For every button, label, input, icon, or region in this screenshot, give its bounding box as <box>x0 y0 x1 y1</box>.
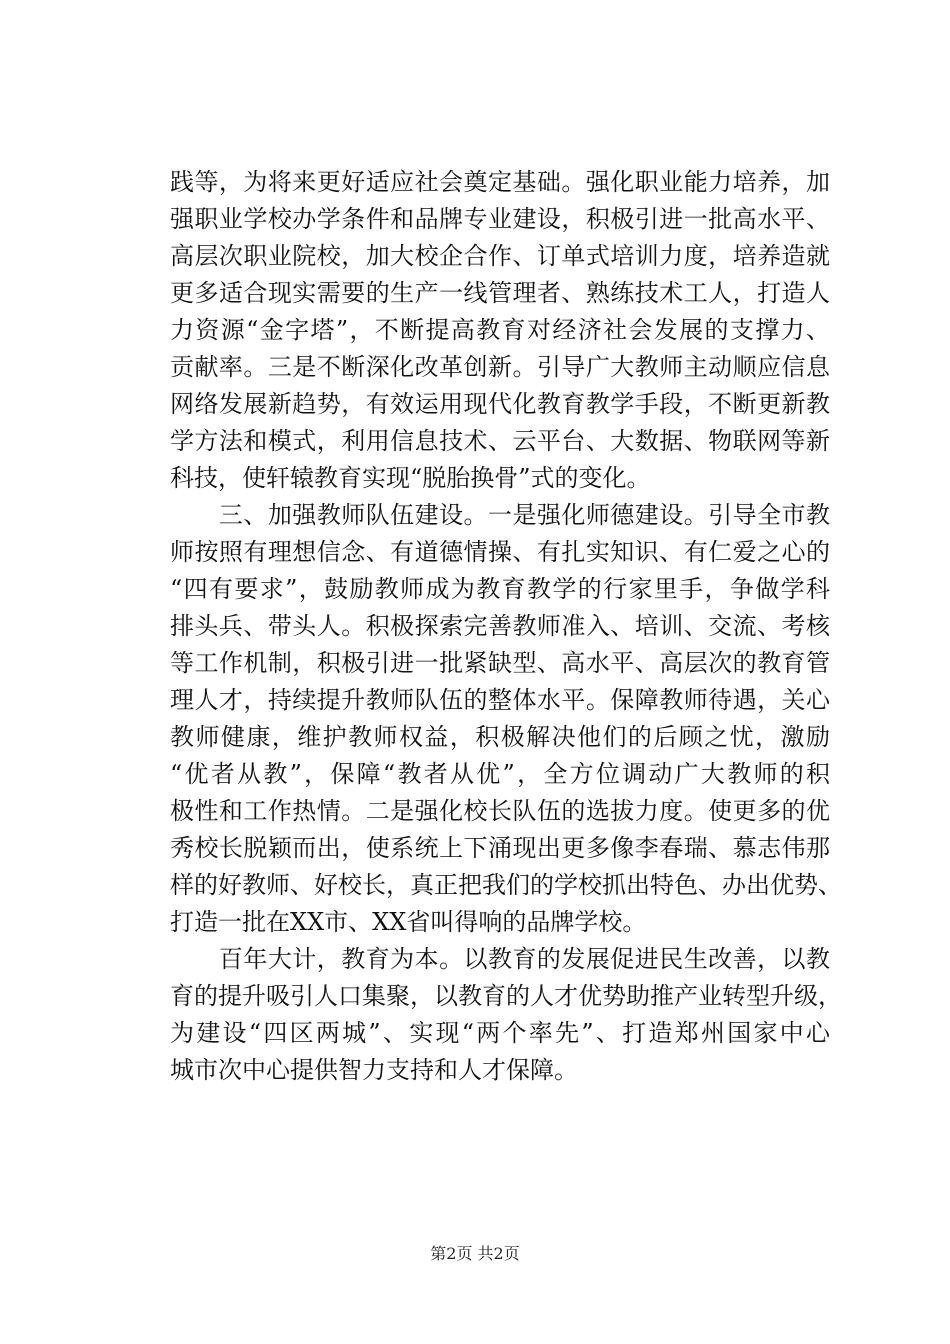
body-text-line: 为建设“四区两城”、实现“两个率先”、打造郑州国家中心 <box>170 1019 830 1047</box>
page-number-footer: 第2页 共2页 <box>430 1244 520 1263</box>
body-text-line: “四有要求”，鼓励教师成为教育教学的行家里手，争做学科 <box>170 575 830 603</box>
body-text-line: 力资源“金字塔”，不断提高教育对经济社会发展的支撑力、 <box>170 316 830 344</box>
body-text-line: 三、加强教师队伍建设。一是强化师德建设。引导全市教 <box>170 501 830 529</box>
body-text-line: 城市次中心提供智力支持和人才保障。 <box>170 1056 578 1084</box>
body-text-line: 科技，使轩辕教育实现“脱胎换骨”式的变化。 <box>170 464 651 492</box>
body-text-line: 高层次职业院校，加大校企合作、订单式培训力度，培养造就 <box>170 242 830 270</box>
body-text-line: 育的提升吸引人口集聚，以教育的人才优势助推产业转型升级， <box>170 982 842 1010</box>
body-text-line: 百年大计，教育为本。以教育的发展促进民生改善，以教 <box>170 945 830 973</box>
body-text-line: 践等，为将来更好适应社会奠定基础。强化职业能力培养，加 <box>170 168 830 196</box>
body-text-line: 排头兵、带头人。积极探索完善教师准入、培训、交流、考核 <box>170 612 830 640</box>
body-text-line: 学方法和模式，利用信息技术、云平台、大数据、物联网等新 <box>170 427 830 455</box>
body-text-line: 等工作机制，积极引进一批紧缺型、高水平、高层次的教育管 <box>170 649 830 677</box>
body-text-line: 教师健康，维护教师权益，积极解决他们的后顾之忧，激励 <box>170 723 830 751</box>
body-text-line: 网络发展新趋势，有效运用现代化教育教学手段，不断更新教 <box>170 390 830 418</box>
body-text-line: 强职业学校办学条件和品牌专业建设，积极引进一批高水平、 <box>170 205 830 233</box>
body-text-line: 理人才，持续提升教师队伍的整体水平。保障教师待遇，关心 <box>170 686 830 714</box>
body-text-line: 师按照有理想信念、有道德情操、有扎实知识、有仁爱之心的 <box>170 538 830 566</box>
body-text-line: 贡献率。三是不断深化改革创新。引导广大教师主动顺应信息 <box>170 353 830 381</box>
body-text-line: 秀校长脱颖而出，使系统上下涌现出更多像李春瑞、慕志伟那 <box>170 834 830 862</box>
body-text-line: “优者从教”，保障“教者从优”，全方位调动广大教师的积 <box>170 760 830 788</box>
body-text-line: 极性和工作热情。二是强化校长队伍的选拔力度。使更多的优 <box>170 797 830 825</box>
body-text-line: 样的好教师、好校长，真正把我们的学校抓出特色、办出优势、 <box>170 871 842 899</box>
body-text-line: 打造一批在XX市、XX省叫得响的品牌学校。 <box>170 908 647 936</box>
body-text-line: 更多适合现实需要的生产一线管理者、熟练技术工人，打造人 <box>170 279 830 307</box>
document-body <box>170 164 842 1089</box>
